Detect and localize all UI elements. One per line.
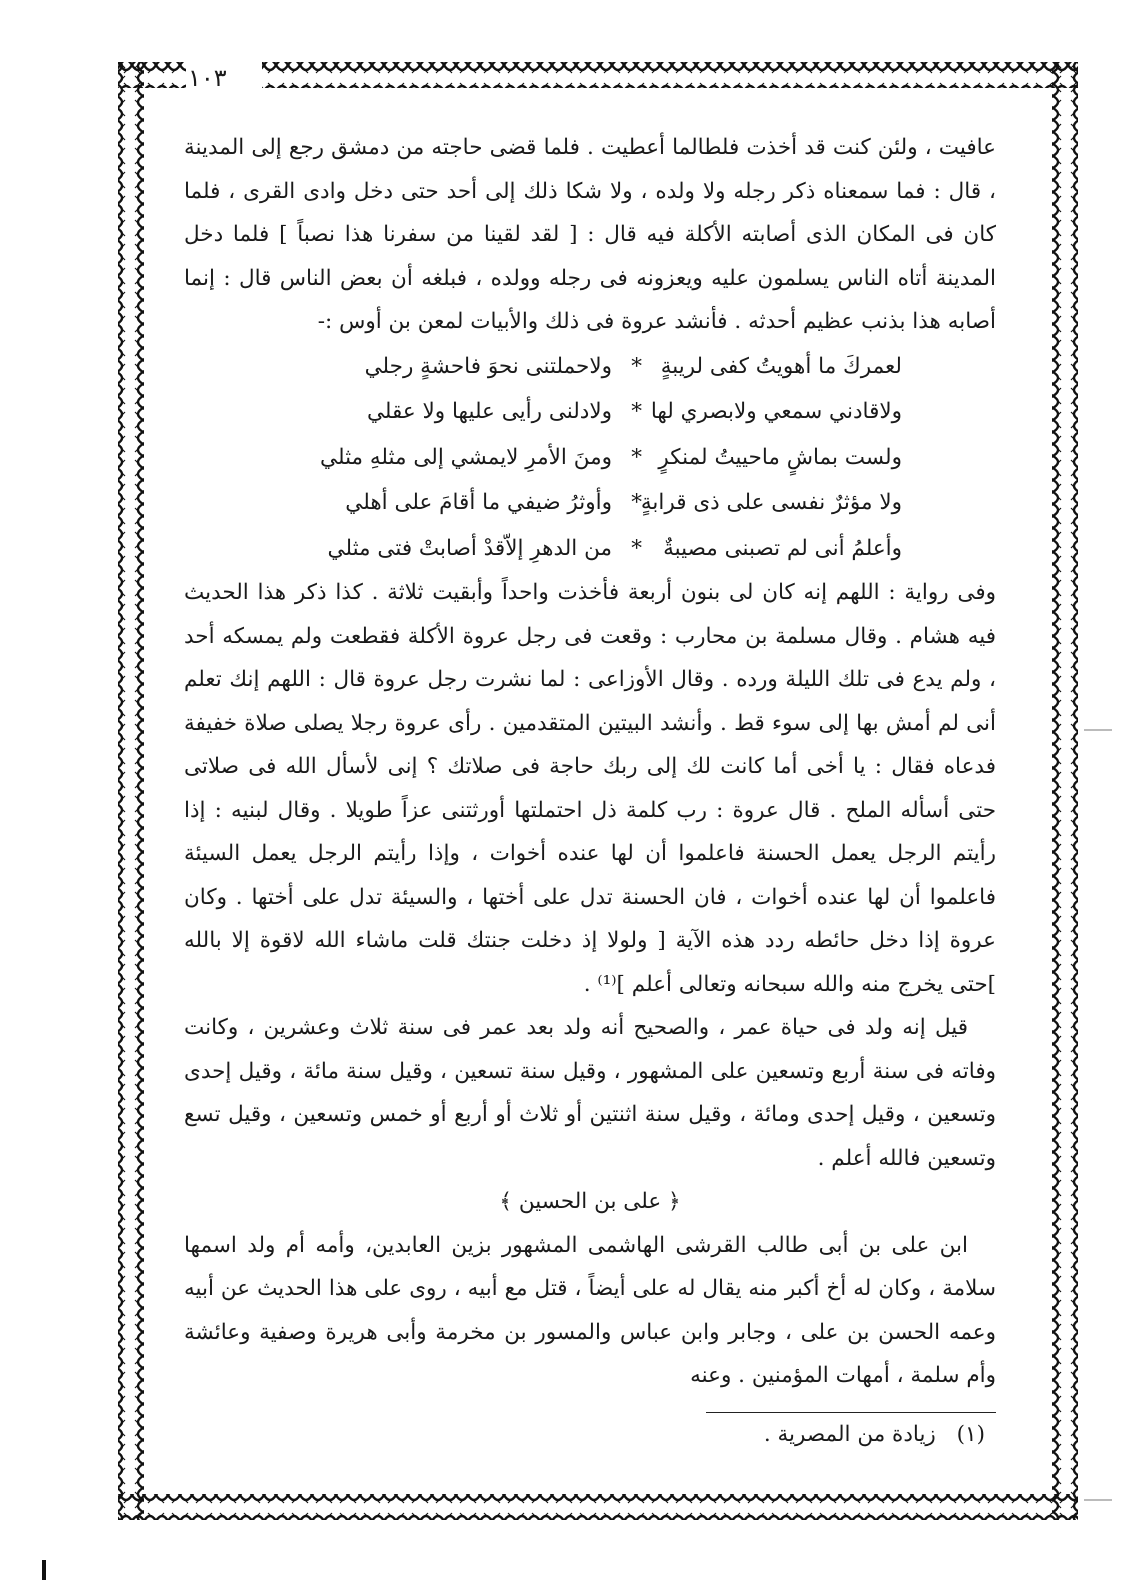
page-number: ١٠٣ xyxy=(188,64,227,92)
verse-line xyxy=(184,526,902,572)
footnote-text: زيادة من المصرية . xyxy=(763,1422,936,1447)
verse-line xyxy=(184,435,902,481)
verse-first-hemistich: لعمركَ ما أهويتُ كفى لريبةٍ xyxy=(660,353,902,379)
footnote-number: (١) xyxy=(956,1422,985,1447)
paragraph-4: ابن على بن أبى طالب القرشى الهاشمى المشهور بزين العابدين، وأمه أم ولد اسمها سلامة ، وكان له أخ أكبر منه يقال له على أيضاً ، قتل مع أبيه ، روى على هذا الحديث عن أبيه وعمه الحسن بن على ، وجابر وابن عباس والمسور بن مخرمة وأبى هريرة وصفية وعائشة وأم سلمة ، أمهات المؤمنين . وعنه xyxy=(184,1232,996,1388)
verse-second-hemistich: ولاحملتنى نحوَ فاحشةٍ رجلي xyxy=(364,353,612,379)
verse-line xyxy=(184,344,902,390)
verse-second-hemistich: وأوثرُ ضيفي ما أقامَ على أهلي xyxy=(345,490,612,515)
verse-first-hemistich: ولاقادني سمعي ولابصري لها xyxy=(650,399,902,424)
verse-line xyxy=(184,389,902,435)
verse-first-hemistich: ولست بماشٍ ماحييتُ لمنكرٍ xyxy=(658,444,902,470)
verse-second-hemistich: من الدهرِ إلاّقدْ أصابتْ فتى مثلي xyxy=(327,535,612,561)
footnote-divider xyxy=(706,1412,996,1413)
verse-first-hemistich: ولا مؤثرٌ نفسى على ذى قرابةٍ xyxy=(640,490,902,515)
verse-separator: * xyxy=(631,399,642,424)
verse-separator: * xyxy=(631,490,642,515)
footnote xyxy=(600,1422,985,1447)
poem-verses xyxy=(184,344,996,572)
verse-second-hemistich: ولادلنى رأيى عليها ولا عقلي xyxy=(366,399,612,424)
paragraph-3: قيل إنه ولد فى حياة عمر ، والصحيح أنه ولد بعد عمر فى سنة ثلاث وعشرين ، وكانت وفاته فى سنة أربع وتسعين على المشهور ، وقيل سنة تسعين ، وقيل سنة مائة ، وقيل إحدى وتسعين ، وقيل إحدى ومائة ، وقيل سنة اثنتين أو ثلاث أو أربع أو خمس وتسعين ، وقيل تسع وتسعين فالله أعلم . xyxy=(184,1015,996,1171)
verse-separator: * xyxy=(631,444,642,470)
verse-first-hemistich: وأعلمُ أنى لم تصبنى مصيبةٌ xyxy=(663,535,902,561)
verse-line xyxy=(184,480,902,526)
verse-separator: * xyxy=(631,353,642,379)
paragraph-2: وفى رواية : اللهم إنه كان لى بنون أربعة فأخذت واحداً وأبقيت ثلاثة . كذا ذكر هذا الحديث فيه هشام . وقال مسلمة بن محارب : وقعت فى رجل عروة الأكلة فقطعت ولم يمسكه أحد ، ولم يدع فى تلك الليلة ورده . وقال الأوزاعى : لما نشرت رجل عروة قال : اللهم إنك تعلم أنى لم أمش بها إلى سوء قط . وأنشد البيتين المتقدمين . رأى عروة رجلا يصلى صلاة خفيفة فدعاه فقال : يا أخى أما كانت لك إلى ربك حاجة فى صلاتك ؟ إنى لأسأل الله فى صلاتى حتى أسأله الملح . قال عروة : رب كلمة ذل احتملتها أورثتنى عزاً طويلا . وقال لبنيه : إذا رأيتم الرجل يعمل الحسنة فاعلموا أن لها عنده أخوات ، وإذا رأيتم الرجل يعمل السيئة فاعلموا أن لها عنده أخوات ، فان الحسنة تدل على أختها ، والسيئة تدل على أختها . وكان عروة إذا دخل حائطه ردد هذه الآية [ ولولا إذ دخلت جنتك قلت ماشاء الله لاقوة إلا بالله ]حتى يخرج منه والله سبحانه وتعالى أعلم ]⁽¹⁾ . xyxy=(184,580,996,997)
paragraph-1: عافيت ، ولئن كنت قد أخذت فلطالما أعطيت . فلما قضى حاجته من دمشق رجع إلى المدينة ، قال : فما سمعناه ذكر رجله ولا ولده ، ولا شكا ذلك إلى أحد حتى دخل وادى القرى ، فلما كان فى المكان الذى أصابته الأكلة فيه قال : [ لقد لقينا من سفرنا هذا نصباً ] فلما دخل المدينة أتاه الناس يسلمون عليه ويعزونه فى رجله وولده ، فبلغه أن بعض الناس قال : إنما أصابه هذا بذنب عظيم أحدثه . فأنشد عروة فى ذلك والأبيات لمعن بن أوس :- xyxy=(184,135,996,334)
verse-second-hemistich: ومنَ الأمرِ لايمشي إلى مثلهِ مثلي xyxy=(320,444,612,470)
verse-separator: * xyxy=(631,535,642,561)
section-heading: ﴿ على بن الحسين ﴾ xyxy=(499,1189,681,1214)
page-body xyxy=(184,126,996,1398)
